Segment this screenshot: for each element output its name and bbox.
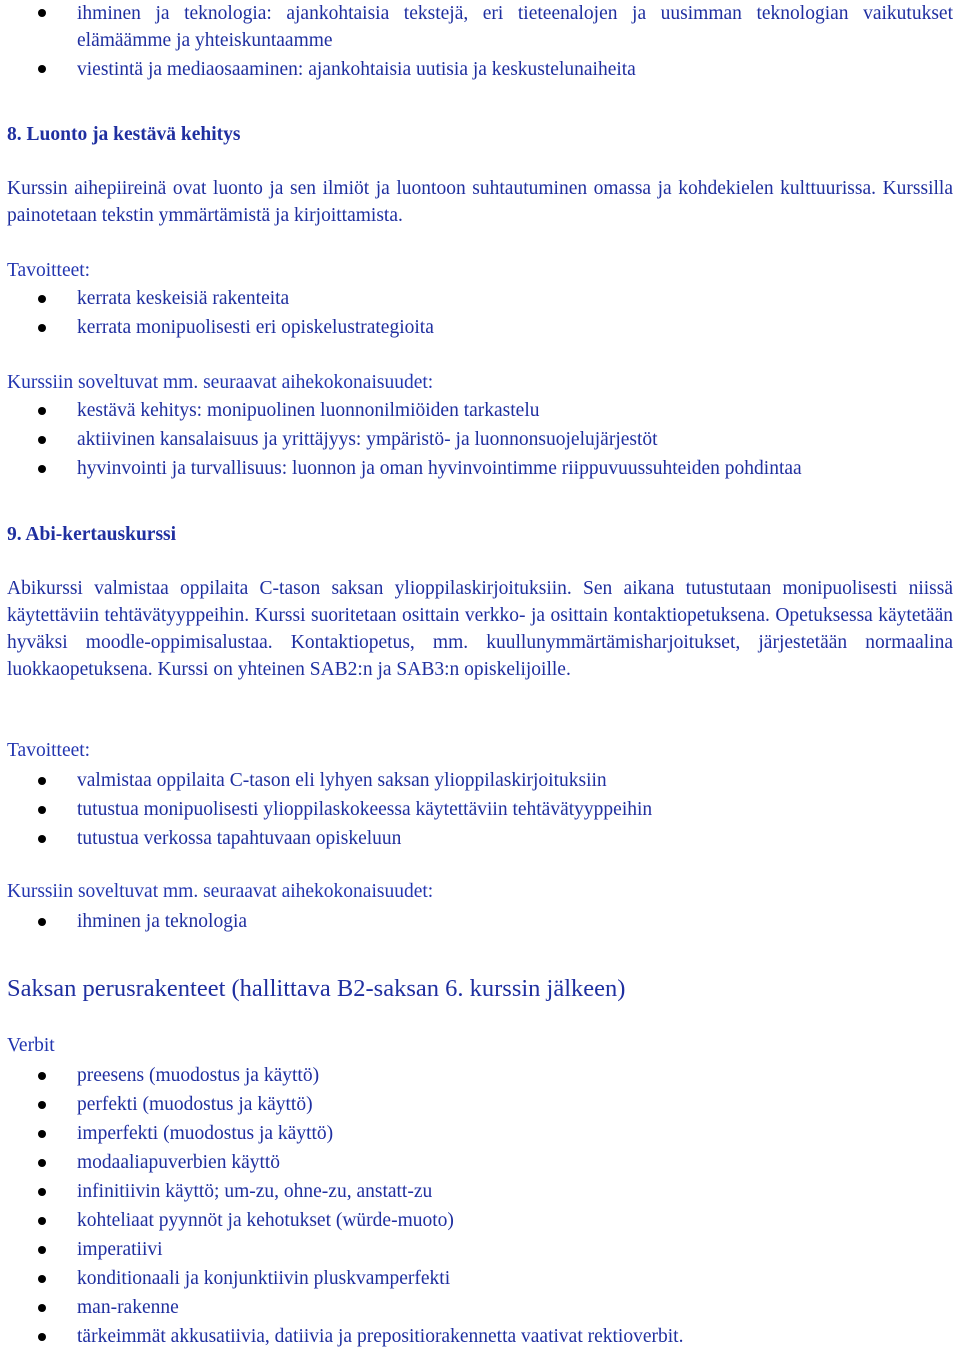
list-item — [0, 1090, 953, 1119]
bullet-icon — [38, 65, 46, 73]
list-item — [0, 795, 953, 824]
list-item — [0, 1061, 953, 1090]
list-item — [0, 454, 953, 483]
bullet-icon — [38, 9, 46, 17]
list-item-text: kerrata keskeisiä rakenteita — [77, 288, 290, 309]
bullet-icon — [38, 1101, 46, 1109]
bullet-icon — [38, 295, 46, 303]
list-item — [0, 766, 953, 795]
course-9-goals-list — [0, 766, 953, 853]
list-item-text: perfekti (muodostus ja käyttö) — [77, 1094, 313, 1115]
list-item-text: preesens (muodostus ja käyttö) — [77, 1065, 320, 1086]
bullet-icon — [38, 835, 46, 843]
course-9-description: Abikurssi valmistaa oppilaita C-tason saksan ylioppilaskirjoituksiin. Sen aikana tutustutaan monipuolisesti niissä käytettäviin tehtävätyyppeihin. Kurssi suoritetaan osittain verkko- ja osittain kontaktiopetuksena. Opetuksessa käytetään hyväksi moodle-oppimisalustaa. Kontaktiopetus, mm. kuullunymmärtämisharjoitukset, järjestetään normaalina luokkaopetuksena. Kurssi on yhteinen SAB2:n ja SAB3:n opiskelijoille. — [7, 578, 953, 680]
list-item-text: hyvinvointi ja turvallisuus: luonnon ja oman hyvinvointimme riippuvuussuhteiden pohdintaa — [77, 458, 802, 479]
bullet-icon — [38, 1159, 46, 1167]
course-8-themes-list — [0, 396, 953, 483]
bullet-icon — [38, 1333, 46, 1341]
list-item-text: imperfekti (muodostus ja käyttö) — [77, 1123, 334, 1144]
bullet-icon — [38, 1246, 46, 1254]
course-8-themes-label: Kurssiin soveltuvat mm. seuraavat aihekokonaisuudet: — [7, 372, 434, 393]
bullet-icon — [38, 1130, 46, 1138]
list-item — [0, 284, 953, 313]
list-item-text: imperatiivi — [77, 1239, 163, 1260]
list-item-text: modaaliapuverbien käyttö — [77, 1152, 281, 1173]
bullet-icon — [38, 1072, 46, 1080]
bullet-icon — [38, 806, 46, 814]
list-item-text: aktiivinen kansalaisuus ja yrittäjyys: ympäristö- ja luonnonsuojelujärjestöt — [77, 429, 658, 450]
course-8-description: Kurssin aihepiireinä ovat luonto ja sen ilmiöt ja luontoon suhtautuminen omassa ja kohdekielen kulttuurissa. Kurssilla painotetaan tekstin ymmärtämistä ja kirjoittamista. — [7, 178, 953, 226]
list-item — [0, 1322, 953, 1351]
grammar-heading: Saksan perusrakenteet (hallittava B2-saksan 6. kurssin jälkeen) — [7, 975, 626, 1002]
course-9-goals-label: Tavoitteet: — [7, 740, 91, 761]
list-item — [0, 1206, 953, 1235]
intro-bullet-list — [0, 0, 953, 83]
bullet-icon — [38, 918, 46, 926]
list-item — [0, 824, 953, 853]
bullet-icon — [38, 407, 46, 415]
list-item-text: kerrata monipuolisesti eri opiskelustrategioita — [77, 317, 434, 338]
list-item-text: valmistaa oppilaita C-tason eli lyhyen saksan ylioppilaskirjoituksiin — [77, 770, 607, 791]
list-item — [0, 0, 953, 54]
bullet-icon — [38, 1217, 46, 1225]
list-item — [0, 1119, 953, 1148]
list-item-text: kohteliaat pyynnöt ja kehotukset (würde-muoto) — [77, 1210, 454, 1231]
list-item-text: tärkeimmät akkusatiivia, datiivia ja prepositiorakennetta vaativat rektioverbit. — [77, 1326, 684, 1347]
list-item-text: man-rakenne — [77, 1297, 179, 1318]
bullet-icon — [38, 777, 46, 785]
course-8-goals-label: Tavoitteet: — [7, 260, 91, 281]
list-item-text: ihminen ja teknologia: ajankohtaisia tekstejä, eri tieteenalojen ja uusimman teknologian vaikutukset elämäämme ja yhteiskuntaamme — [77, 3, 953, 51]
bullet-icon — [38, 1304, 46, 1312]
bullet-icon — [38, 1275, 46, 1283]
list-item — [0, 425, 953, 454]
bullet-icon — [38, 436, 46, 444]
list-item — [0, 1293, 953, 1322]
list-item-text: viestintä ja mediaosaaminen: ajankohtaisia uutisia ja keskustelunaiheita — [77, 59, 636, 80]
list-item-text: infinitiivin käyttö; um-zu, ohne-zu, anstatt-zu — [77, 1181, 433, 1202]
course-9-themes-list — [0, 907, 953, 936]
list-item-text: ihminen ja teknologia — [77, 911, 248, 932]
list-item — [0, 1148, 953, 1177]
list-item — [0, 907, 953, 936]
course-8-goals-list — [0, 284, 953, 342]
verb-label: Verbit — [7, 1035, 55, 1056]
list-item — [0, 396, 953, 425]
list-item-text: kestävä kehitys: monipuolinen luonnonilmiöiden tarkastelu — [77, 400, 540, 421]
bullet-icon — [38, 324, 46, 332]
list-item — [0, 313, 953, 342]
course-9-themes-label: Kurssiin soveltuvat mm. seuraavat aihekokonaisuudet: — [7, 881, 434, 902]
list-item — [0, 56, 953, 83]
list-item-text: konditionaali ja konjunktiivin pluskvamperfekti — [77, 1268, 451, 1289]
verb-list — [0, 1061, 953, 1351]
list-item — [0, 1264, 953, 1293]
list-item-text: tutustua monipuolisesti ylioppilaskokeessa käytettäviin tehtävätyyppeihin — [77, 799, 653, 820]
list-item — [0, 1235, 953, 1264]
list-item — [0, 1177, 953, 1206]
course-9-heading: 9. Abi-kertauskurssi — [7, 524, 177, 545]
list-item-text: tutustua verkossa tapahtuvaan opiskeluun — [77, 828, 402, 849]
bullet-icon — [38, 465, 46, 473]
course-8-heading: 8. Luonto ja kestävä kehitys — [7, 124, 241, 145]
bullet-icon — [38, 1188, 46, 1196]
